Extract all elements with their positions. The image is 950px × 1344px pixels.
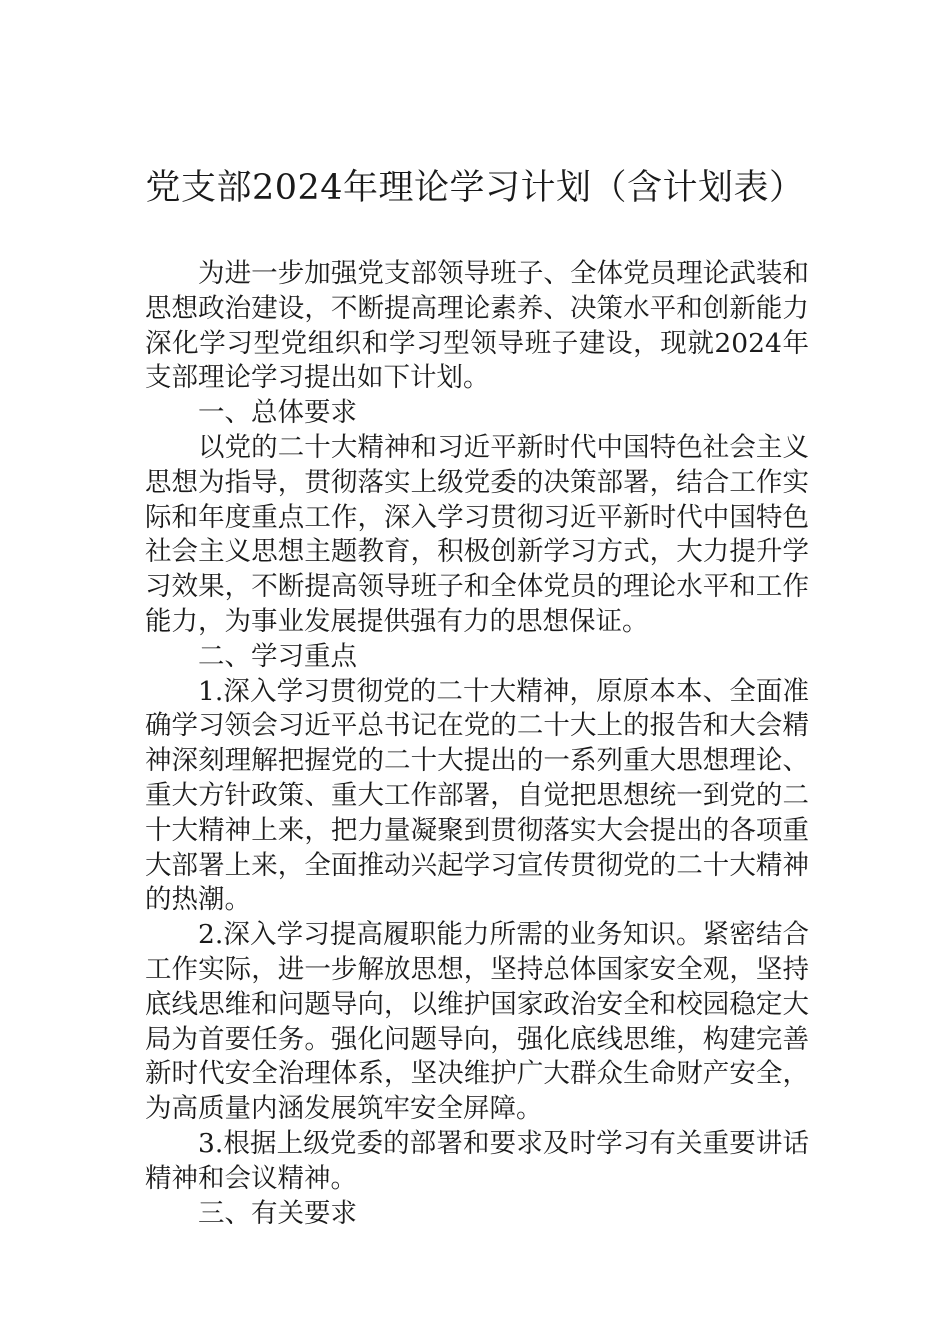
intro-paragraph: 为进一步加强党支部领导班子、全体党员理论武装和思想政治建设，不断提高理论素养、决策水平和创新能力深化学习型党组织和学习型领导班子建设，现就2024年支部理论学习提出如下计划。 <box>145 258 809 394</box>
section-heading-related-requirements: 三、有关要求 <box>198 1197 357 1229</box>
study-focus-item-3: 3.根据上级党委的部署和要求及时学习有关重要讲话精神和会议精神。 <box>145 1127 809 1194</box>
study-focus-item-1: 1.深入学习贯彻党的二十大精神，原原本本、全面准确学习领会习近平总书记在党的二十大上的报告和大会精神深刻理解把握党的二十大提出的一系列重大思想理论、重大方针政策、重大工作部署，自觉把思想统一到党的二十大精神上来，把力量凝聚到贯彻落实大会提出的各项重大部署上来，全面推动兴起学习宣传贯彻党的二十大精神的热潮。 <box>145 675 809 916</box>
study-focus-item-2: 2.深入学习提高履职能力所需的业务知识。紧密结合工作实际，进一步解放思想，坚持总体国家安全观，坚持底线思维和问题导向，以维护国家政治安全和校园稳定大局为首要任务。强化问题导向，强化底线思维，构建完善新时代安全治理体系，坚决维护广大群众生命财产安全，为高质量内涵发展筑牢安全屏障。 <box>145 919 809 1125</box>
section-heading-study-focus: 二、学习重点 <box>198 640 357 672</box>
document-title: 党支部2024年理论学习计划（含计划表） <box>145 168 805 208</box>
document-body <box>145 257 809 1231</box>
section-heading-general-requirements: 一、总体要求 <box>198 397 357 429</box>
general-requirements-paragraph: 以党的二十大精神和习近平新时代中国特色社会主义思想为指导，贯彻落实上级党委的决策部署，结合工作实际和年度重点工作，深入学习贯彻习近平新时代中国特色社会主义思想主题教育，积极创新学习方式，大力提升学习效果，不断提高领导班子和全体党员的理论水平和工作能力，为事业发展提供强有力的思想保证。 <box>145 431 809 637</box>
